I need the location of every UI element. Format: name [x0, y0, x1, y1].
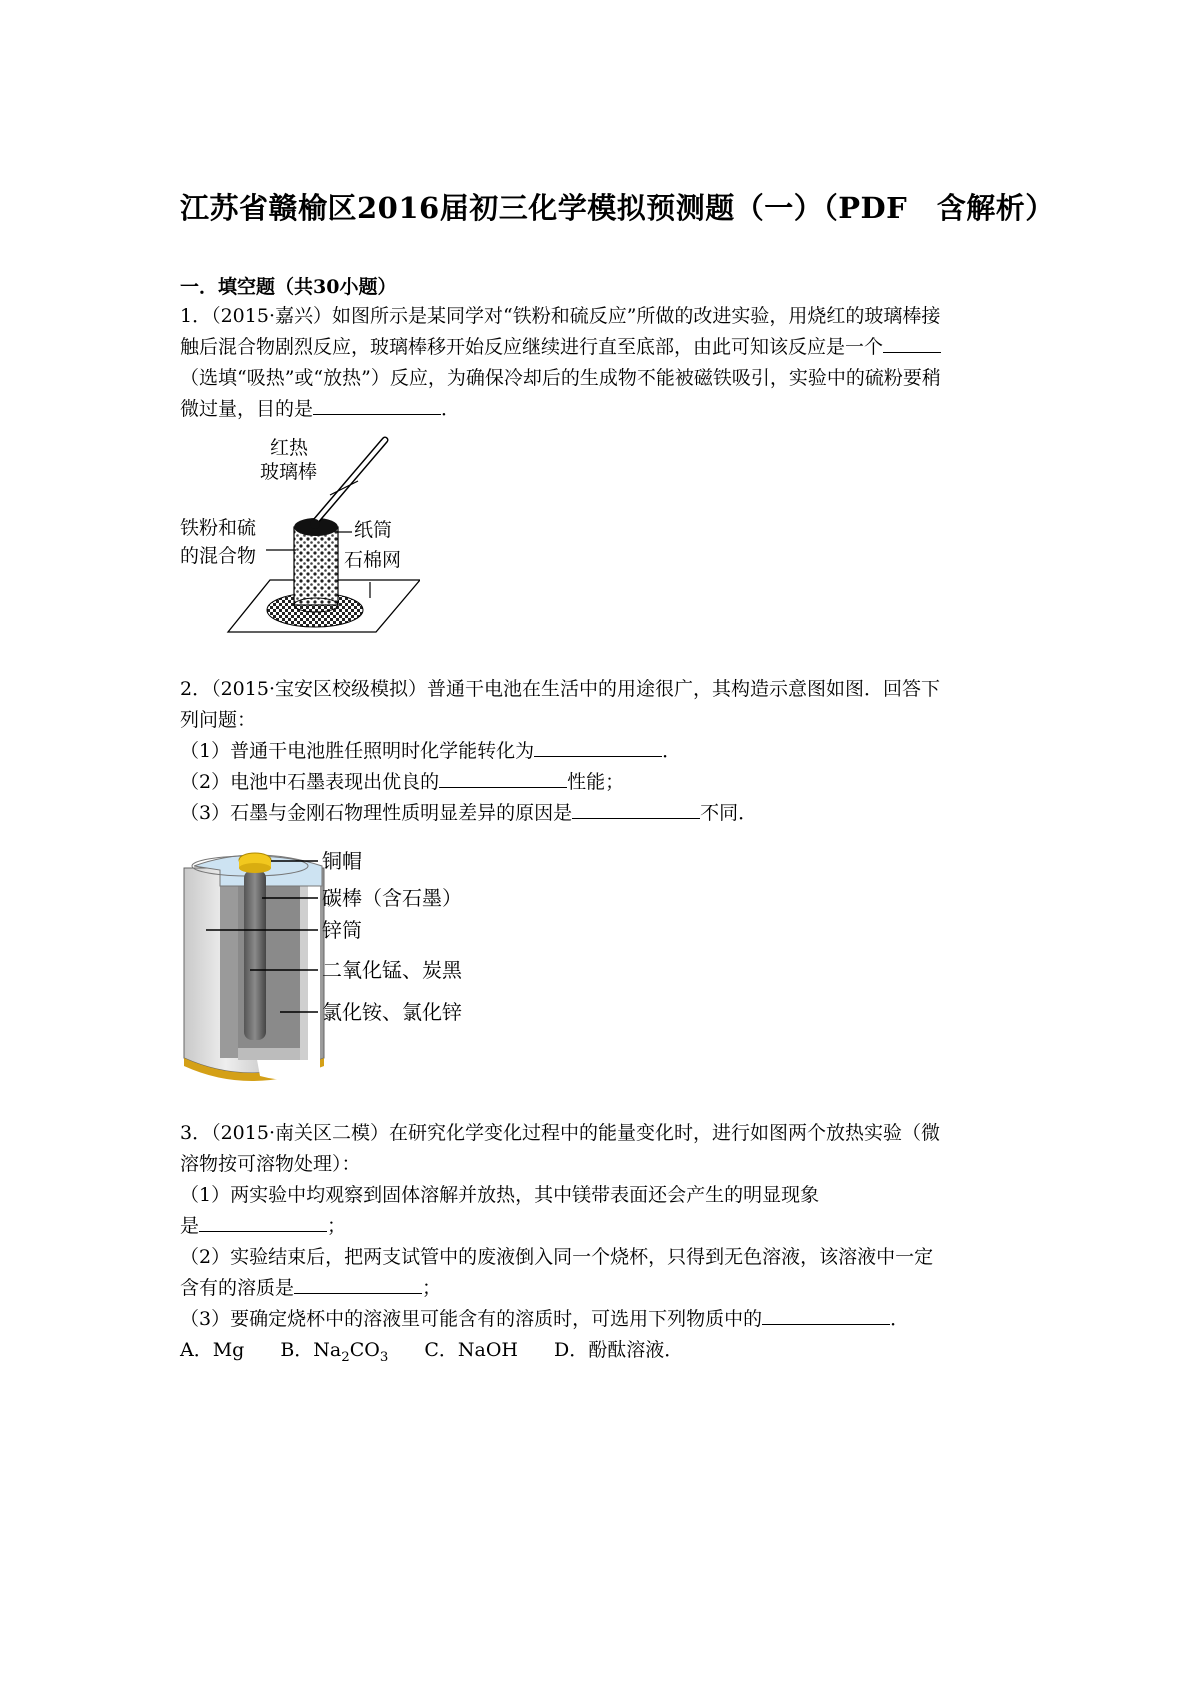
q2-sub-1-text: （1）普通干电池胜任照明时化学能转化为 — [180, 740, 535, 762]
q3-sub-3-end: ． — [890, 1308, 910, 1330]
paper-tube — [294, 527, 338, 605]
q1-line-4-text: 微过量，目的是 — [180, 398, 314, 420]
label-zinc-can: 锌筒 — [322, 918, 362, 942]
page-title: 江苏省赣榆区2016届初三化学模拟预测题（一）（PDF 含解析） — [180, 191, 1055, 225]
option-c: C．NaOH — [424, 1339, 518, 1361]
label-glass-rod: 玻璃棒 — [260, 461, 318, 483]
label-nh4cl: 氯化铵、氯化锌 — [322, 1000, 462, 1024]
q1-line-2 — [180, 332, 1012, 363]
option-b-sub: 2 — [341, 1349, 350, 1365]
answer-blank[interactable] — [534, 736, 662, 757]
label-mixture-1: 铁粉和硫 — [180, 517, 257, 539]
q3-sub-2: （2）实验结束后，把两支试管中的废液倒入同一个烧杯，只得到无色溶液，该溶液中一定 — [180, 1246, 934, 1268]
q1-line-1: 1．（2015·嘉兴）如图所示是某同学对“铁粉和硫反应”所做的改进实验，用烧红的玻璃棒接 — [180, 305, 941, 327]
q3-sub-3 — [180, 1304, 1012, 1335]
option-d: D．酚酞溶液． — [553, 1339, 684, 1361]
q2-sub-2-end: 性能； — [567, 771, 625, 793]
q2-sub-1 — [180, 736, 1012, 767]
label-mixture-2: 的混合物 — [180, 545, 257, 567]
option-b — [280, 1339, 389, 1365]
answer-blank[interactable] — [883, 332, 941, 353]
answer-blank[interactable] — [439, 767, 567, 788]
q3-line-2: 溶物按可溶物处理）： — [180, 1153, 361, 1175]
iron-sulfur-experiment-figure — [180, 432, 420, 642]
option-b-mid: CO — [349, 1339, 380, 1361]
label-red-hot: 红热 — [270, 437, 309, 459]
q1-line-2-text: 触后混合物剧烈反应，玻璃棒移开始反应继续进行直至底部，由此可知该反应是一个 — [180, 336, 884, 358]
answer-blank[interactable] — [294, 1273, 422, 1294]
carbon-rod — [244, 870, 266, 1040]
q3-sub-2b-text: 含有的溶质是 — [180, 1277, 295, 1299]
label-paper-tube: 纸筒 — [354, 519, 393, 541]
question-3 — [180, 1118, 1012, 1373]
q2-sub-2-text: （2）电池中石墨表现出优良的 — [180, 771, 440, 793]
dry-battery-figure — [180, 848, 510, 1088]
q3-sub-3-text: （3）要确定烧杯中的溶液里可能含有的溶质时，可选用下列物质中的 — [180, 1308, 763, 1330]
q2-line-2: 列问题： — [180, 709, 257, 731]
q2-sub-3-text: （3）石墨与金刚石物理性质明显差异的原因是 — [180, 802, 573, 824]
q1-line-4-end: ． — [441, 398, 461, 420]
q3-sub-1: （1）两实验中均观察到固体溶解并放热，其中镁带表面还会产生的明显现象 — [180, 1184, 820, 1206]
option-a: A．Mg — [180, 1339, 245, 1361]
q1-line-3: （选填“吸热”或“放热”）反应，为确保冷却后的生成物不能被磁铁吸引，实验中的硫粉要稍 — [180, 367, 941, 389]
q2-sub-2 — [180, 767, 1012, 798]
answer-blank[interactable] — [572, 798, 700, 819]
q2-sub-3-end: 不同． — [700, 802, 758, 824]
q3-line-1: 3．（2015·南关区二模）在研究化学变化过程中的能量变化时，进行如图两个放热实验（微 — [180, 1122, 940, 1144]
q3-sub-2b-end: ； — [422, 1277, 442, 1299]
answer-blank[interactable] — [762, 1304, 890, 1325]
q3-sub-1b — [180, 1211, 1012, 1242]
option-b-pre: B．Na — [280, 1339, 342, 1361]
label-asbestos-gauze: 石棉网 — [344, 549, 402, 571]
q1-line-4 — [180, 394, 1012, 425]
q3-sub-2b — [180, 1273, 1012, 1304]
label-copper-cap: 铜帽 — [322, 849, 362, 873]
q2-sub-1-end: ． — [662, 740, 682, 762]
answer-blank[interactable] — [313, 394, 441, 415]
answer-blank[interactable] — [199, 1211, 327, 1232]
q3-sub-1b-text: 是 — [180, 1215, 200, 1237]
section-heading: 一．填空题（共30小题） — [180, 276, 397, 298]
label-mno2: 二氧化锰、炭黑 — [322, 958, 462, 982]
label-carbon-rod: 碳棒（含石墨） — [322, 886, 462, 910]
question-1 — [180, 301, 1012, 425]
option-b-sub2: 3 — [379, 1349, 389, 1365]
q2-sub-3 — [180, 798, 1012, 829]
zinc-can — [220, 878, 238, 1058]
q2-line-1: 2．（2015·宝安区校级模拟）普通干电池在生活中的用途很广，其构造示意图如图．回答下 — [180, 678, 940, 700]
q3-options — [180, 1335, 1012, 1373]
question-2 — [180, 674, 1012, 829]
q3-sub-1b-end: ； — [327, 1215, 347, 1237]
